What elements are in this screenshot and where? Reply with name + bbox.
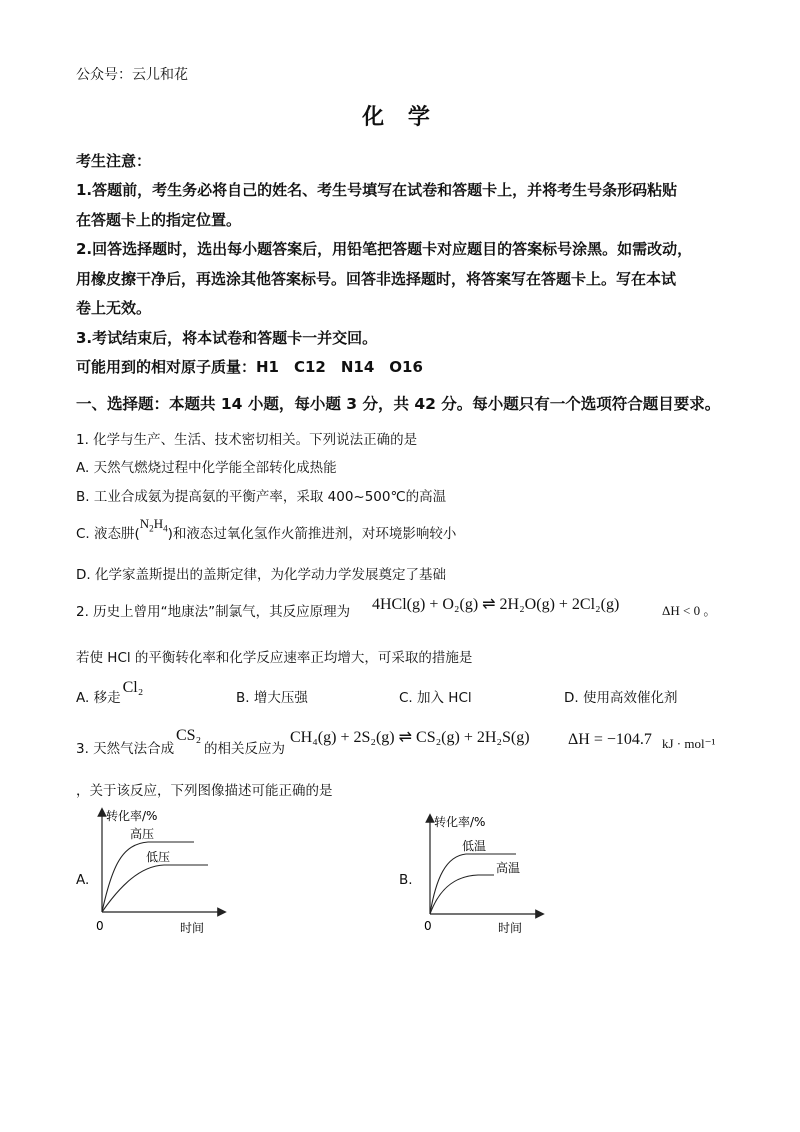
graph-b-label: B. [399,872,413,888]
q3-stem-prefix: 3. 天然气法合成 [76,741,175,757]
notice-item1-line1: 1.答题前，考生务必将自己的姓名、考生号填写在试卷和答题卡上，并将考生号条形码粘贴 [76,181,678,199]
q2-option-c: C. 加入 HCl [399,690,472,706]
graph-b-curve-bottom-label: 高温 [496,861,521,875]
q2-delta: ΔH < 0 。 [662,603,717,618]
notice-item2-line2: 用橡皮擦干净后，再选涂其他答案标号。回答非选择题时，将答案写在答题卡上。写在本试 [76,270,677,288]
graph-b-xlabel: 时间 [498,921,523,935]
graph-a-curve-top-label: 高压 [130,827,155,841]
notice-heading: 考生注意： [76,152,152,170]
graph-b-curve-high-temp [430,875,494,914]
q3-delta: ΔH = −104.7 [568,731,652,748]
q1-option-c-suffix: )和液态过氧化氢作火箭推进剂，对环境影响较小 [167,526,457,542]
cs2-formula: CS₂ [176,727,202,744]
graph-a-label: A. [76,872,90,888]
q3-equation: CH₄(g) + 2S₂(g) ⇌ CS₂(g) + 2H₂S(g) [290,729,530,746]
graph-a-curve-low [102,865,208,912]
graph-a-ylabel: 转化率/% [106,809,158,823]
page-title: 化 学 [362,104,438,130]
graph-a-origin: 0 [96,919,104,933]
q2-stem2: 若使 HCl 的平衡转化率和化学反应速率正均增大，可采取的措施是 [76,650,473,666]
graph-b-curve-top-label: 低温 [462,839,487,853]
section-heading: 一、选择题：本题共 14 小题，每小题 3 分，共 42 分。每小题只有一个选项符合题目要求。 [76,395,721,413]
graph-a-xlabel: 时间 [180,921,205,935]
q2-equation: 4HCl(g) + O₂(g) ⇌ 2H₂O(g) + 2Cl₂(g) [372,596,620,613]
q1-option-c [76,516,457,544]
graph-a-curve-bottom-label: 低压 [146,850,171,864]
q2-option-a-prefix: A. 移走 [76,690,121,706]
notice-item2-line3: 卷上无效。 [76,299,152,317]
q1-option-b: B. 工业合成氨为提高氨的平衡产率，采取 400~500℃的高温 [76,489,447,505]
q2-option-d: D. 使用高效催化剂 [564,690,678,706]
graph-b-ylabel: 转化率/% [434,815,486,829]
q2-option-a [76,679,144,707]
q1-option-a: A. 天然气燃烧过程中化学能全部转化成热能 [76,460,337,476]
q1-stem: 1. 化学与生产、生活、技术密切相关。下列说法正确的是 [76,432,418,448]
hydrazine-formula: $N_2H_4$ [139,516,168,534]
q2-stem: 2. 历史上曾用“地康法”制氯气，其反应原理为 [76,604,351,620]
notice-item3: 3.考试结束后，将本试卷和答题卡一并交回。 [76,329,378,347]
graph-b [418,812,548,940]
q2-option-b: B. 增大压强 [236,690,308,706]
graph-b-origin: 0 [424,919,432,933]
q1-option-d: D. 化学家盖斯提出的盖斯定律，为化学动力学发展奠定了基础 [76,567,446,583]
q3-stem2: ，关于该反应，下列图像描述可能正确的是 [76,783,333,799]
notice-item1-line2: 在答题卡上的指定位置。 [76,211,242,229]
source-note: 公众号：云儿和花 [76,67,188,83]
q3-unit: kJ · mol⁻¹ [662,736,716,751]
atomic-masses: 可能用到的相对原子质量：H1 C12 N14 O16 [76,358,423,376]
graph-a [90,806,230,940]
q3-stem-mid: 的相关反应为 [204,741,285,757]
chlorine-formula: Cl₂ [122,679,144,696]
notice-item2-line1: 2.回答选择题时，选出每小题答案后，用铅笔把答题卡对应题目的答案标号涂黑。如需改动， [76,240,693,258]
q1-option-c-prefix: C. 液态肼( [76,526,140,542]
